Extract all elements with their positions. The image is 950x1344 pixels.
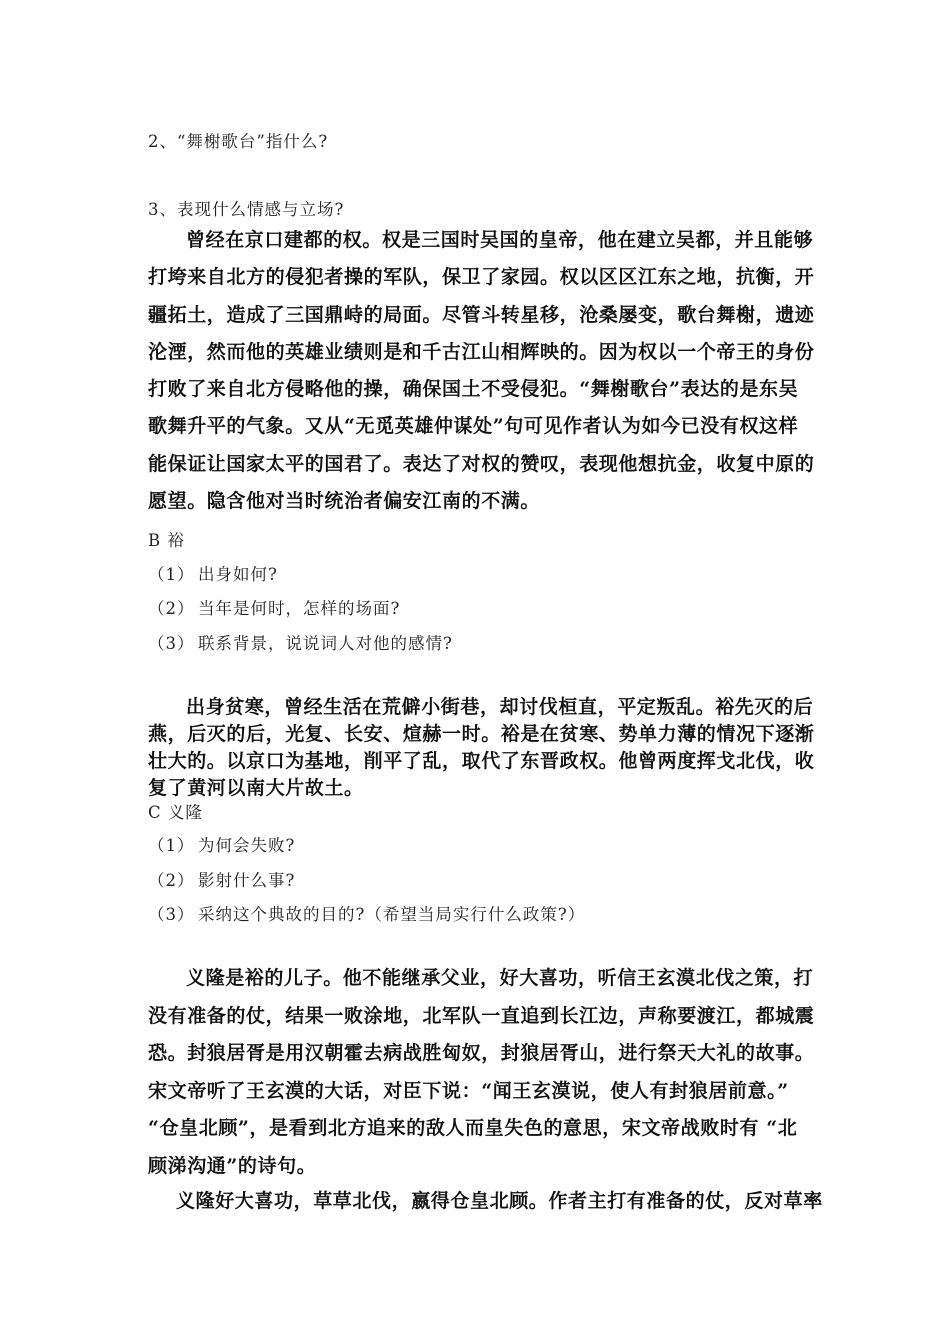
answer-1-line: 歌舞升平的气象。又从“无觅英雄仲谋处”句可见作者认为如今已没有权这样 — [148, 415, 799, 438]
answer-1-line: 疆拓土，造成了三国鼎峙的局面。尽管斗转星移，沧桑屡变，歌台舞榭，遗迹 — [148, 303, 815, 326]
section-b-question-1: （1） 出身如何? — [148, 565, 278, 584]
answer-1-line: 能保证让国家太平的国君了。表达了对权的赞叹，表现他想抗金，收复中原的 — [148, 452, 815, 475]
section-c-question-2: （2） 影射什么事? — [148, 871, 296, 890]
question-2: 2、“舞榭歌台”指什么? — [148, 132, 329, 151]
section-c-title: C 义隆 — [148, 803, 203, 822]
answer-4-line: 义隆好大喜功，草草北伐，嬴得仓皇北顾。作者主打有准备的仗，反对草率 — [176, 1190, 823, 1212]
answer-2-line: 壮大的。以京口为基地，削平了乱，取代了东晋政权。他曾两度挥戈北伐，收 — [148, 750, 815, 772]
answer-2-line: 出身贫寒，曾经生活在荒僻小街巷，却讨伐桓直，平定叛乱。裕先灭的后 — [186, 696, 814, 718]
answer-3-line: 没有准备的仗，结果一败涂地，北军队一直追到长江边，声称要渡江，都城震 — [148, 1004, 815, 1027]
answer-3-line: 宋文帝听了王玄漠的大话，对臣下说：“闻王玄漠说，使人有封狼居前意。” — [148, 1079, 789, 1102]
section-c-question-3: （3） 采纳这个典故的目的?（希望当局实行什么政策?） — [148, 905, 586, 924]
section-b-question-2: （2） 当年是何时，怎样的场面? — [148, 599, 401, 618]
answer-2-line: 复了黄河以南大片故土。 — [148, 777, 364, 799]
answer-paragraph-4 — [148, 1183, 823, 1220]
answer-1-line: 沦湮，然而他的英雄业绩则是和千古江山相辉映的。因为权以一个帝王的身份 — [148, 340, 815, 363]
answer-1-line: 曾经在京口建都的权。权是三国时吴国的皇帝，他在建立吴都，并且能够 — [186, 229, 814, 251]
answer-1-line: 愿望。隐含他对当时统治者偏安江南的不满。 — [148, 490, 541, 513]
section-b-question-3: （3） 联系背景，说说词人对他的感情? — [148, 634, 453, 653]
section-b-title: B 裕 — [148, 531, 185, 550]
section-c-question-1: （1） 为何会失败? — [148, 836, 296, 855]
answer-1-line: 打垮来自北方的侵犯者操的军队，保卫了家园。权以区区江东之地，抗衡，开 — [148, 266, 815, 289]
answer-3-line: “仓皇北顾”，是看到北方追来的敌人而皇失色的意思，宋文帝战败时有 “北 — [148, 1117, 798, 1140]
answer-2-line: 燕，后灭的后，光复、长安、煊赫一时。裕是在贫寒、势单力薄的情况下逐渐 — [148, 723, 815, 745]
answer-1-line: 打败了来自北方侵略他的操，确保国土不受侵犯。“舞榭歌台”表达的是东吴 — [148, 378, 799, 401]
answer-paragraph-3 — [148, 960, 815, 1186]
answer-paragraph-2 — [148, 694, 815, 802]
question-3: 3、表现什么情感与立场? — [148, 200, 345, 219]
answer-3-line: 义隆是裕的儿子。他不能继承父业，好大喜功，听信王玄漠北伐之策，打 — [186, 967, 814, 989]
answer-3-line: 顾涕沟通”的诗句。 — [148, 1154, 317, 1177]
answer-paragraph-1 — [148, 222, 815, 520]
answer-3-line: 恐。封狼居胥是用汉朝霍去病战胜匈奴，封狼居胥山，进行祭天大礼的故事。 — [148, 1042, 815, 1065]
